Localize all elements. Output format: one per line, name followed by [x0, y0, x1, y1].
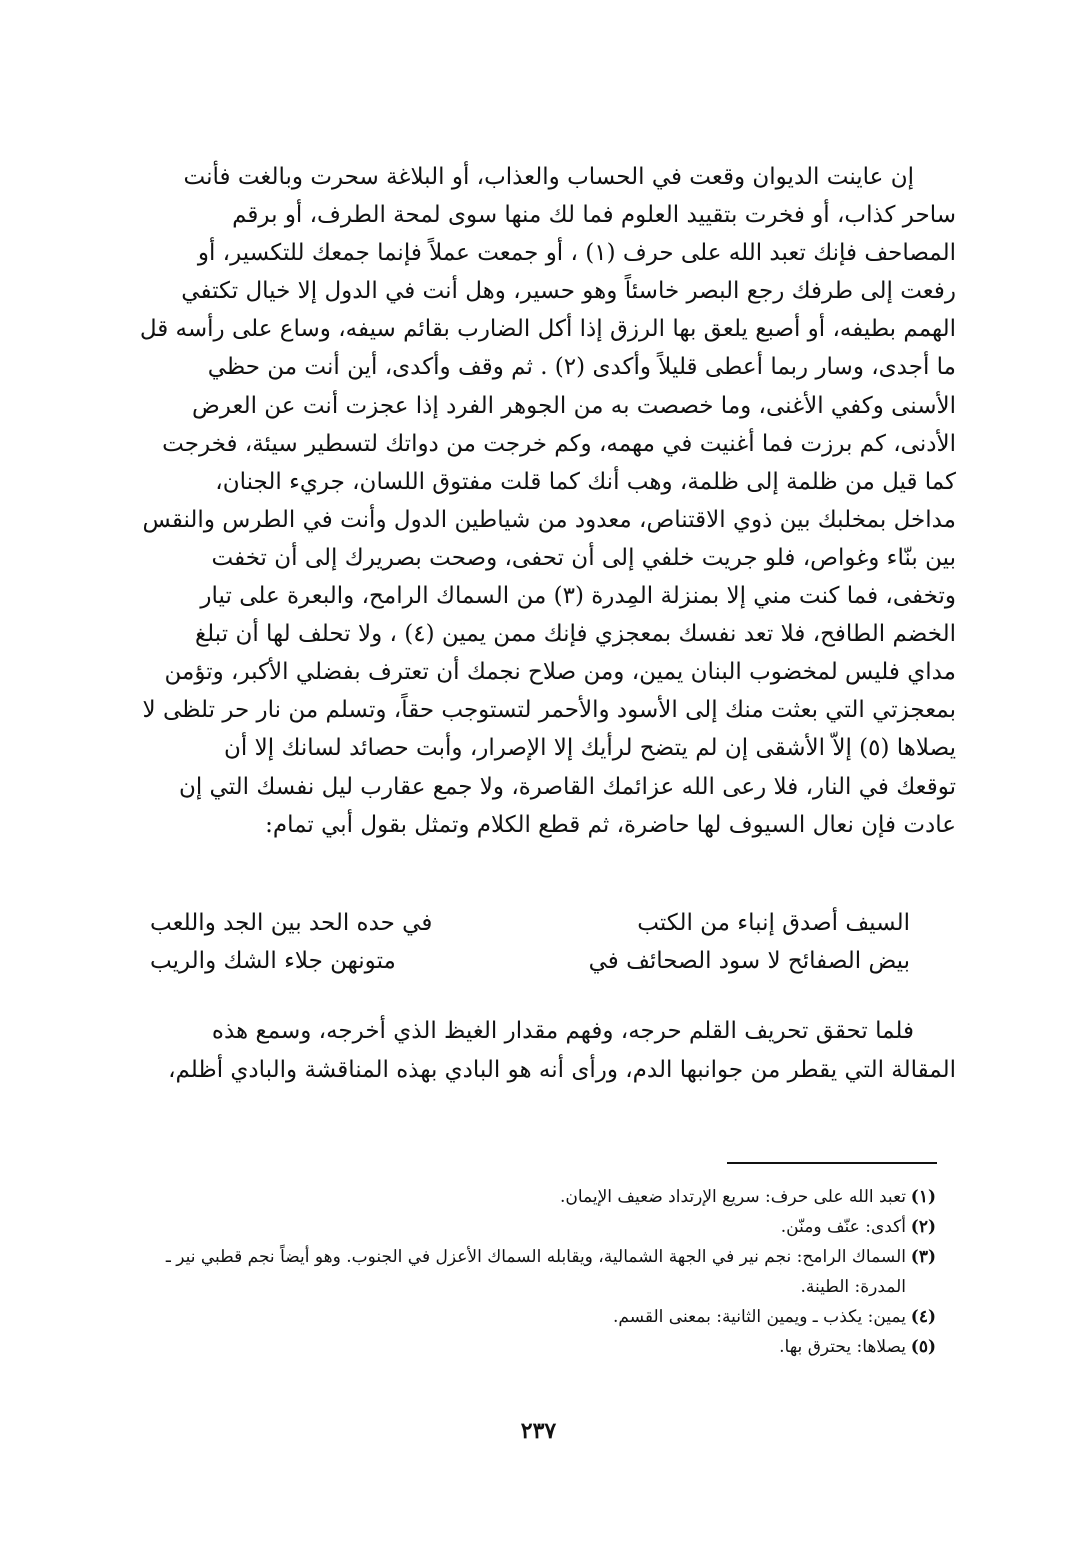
text-line: عادت فإن نعال السيوف لها حاضرة، ثم قطع الكلام وتمثل بقول أبي تمام: — [265, 811, 956, 838]
text-line: الخضم الطافح، فلا تعد نفسك بمعجزي فإنك ممن يمين (٤) ، ولا تحلف لها أن تبلغ — [194, 621, 956, 648]
main-paragraph — [118, 158, 956, 844]
text-line: مداي فليس لمخضوب البنان يمين، ومن صلاح نجمك أن تعترف بفضلي الأكبر، وتؤمن — [164, 659, 956, 686]
footnote — [110, 1302, 936, 1332]
text-line: توقعك في النار، فلا رعى الله عزائمك القاصرة، ولا جمع عقارب ليل نفسك التي إن — [178, 773, 956, 800]
text-line: يصلاها (٥) إلاّ الأشقى إن لم يتضح لرأيك إلا الإصرار، وأبت حصائد لسانك إلا أن — [224, 735, 956, 762]
footnote-text: السماك الرامح: نجم نير في الجهة الشمالية، ويقابله السماك الأعزل في الجنوب. وهو أيضاً نجم قطبي نير ـ المدرة: الطينة. — [165, 1247, 906, 1297]
footnote — [110, 1332, 936, 1362]
verse-second-hemistich: متونهن جلاء الشك والريب — [150, 948, 396, 974]
text-line: المصاحف فإنك تعبد الله على حرف (١) ، أو جمعت عملاً فإنما جمعك للتكسير، أو — [197, 240, 956, 267]
footnote-number: (٥) — [910, 1337, 936, 1357]
text-line: ساحر كذاب، أو فخرت بتقييد العلوم فما لك منها سوى لمحة الطرف، أو برقم — [232, 202, 956, 229]
text-line: وتخفى، فما كنت مني إلا بمنزلة المِدرة (٣) من السماك الرامح، والبعرة على تيار — [200, 583, 956, 610]
footnote-text: يصلاها: يحترق بها. — [779, 1337, 906, 1357]
footnote-text: يمين: يكذب ـ ويمين الثانية: بمعنى القسم. — [612, 1307, 906, 1327]
text-line: ما أجدى، وسار ربما أعطى قليلاً وأكدى (٢) . ثم وقف وأكدى، أين أنت من حظي — [207, 354, 956, 381]
verse-second-hemistich: في حده الحد بين الجد واللعب — [150, 910, 433, 936]
footnote-number: (٣) — [910, 1247, 936, 1267]
text-line: الأدنى، كم برزت فما أغنيت في مهمه، وكم خرجت من دواتك لتسطير سيئة، فخرجت — [162, 430, 956, 457]
footnotes — [110, 1182, 936, 1362]
footnote — [110, 1182, 936, 1212]
footnote-separator — [727, 1162, 937, 1164]
text-line: كما قيل من ظلمة إلى ظلمة، وهب أنك كما قلت مفتوق اللسان، جريء الجنان، — [215, 468, 956, 495]
text-line: الهمم بطيفه، أو أصبع يلعق بها الرزق إذا أكل الضارب بقائم سيفه، وساع على رأسه قل — [139, 316, 956, 343]
footnote-text: تعبد الله على حرف: سريع الإرتداد ضعيف الإيمان. — [559, 1187, 906, 1207]
text-line: فلما تحقق تحريف القلم حرجه، وفهم مقدار الغيظ الذي أخرجه، وسمع هذه — [211, 1018, 914, 1044]
page-number: ٢٣٧ — [520, 1418, 557, 1444]
verse-2 — [150, 948, 910, 986]
text-line: إن عاينت الديوان وقعت في الحساب والعذاب، أو البلاغة سحرت وبالغت فأنت — [183, 164, 914, 190]
footnote — [110, 1242, 936, 1302]
footnote-number: (٢) — [910, 1217, 936, 1237]
footnote-number: (٤) — [910, 1307, 936, 1327]
footnote-text: أكدى: عنّف ومنّن. — [780, 1217, 906, 1237]
text-line: بين بنّاء وغواص، فلو جريت خلفي إلى أن تحفى، وصحت بصريرك إلى أن تخفت — [211, 544, 956, 571]
text-line: بمعجزتي التي بعثت منك إلى الأسود والأحمر لتستوجب حقاً، وتسلم من نار حر تلظى لا — [142, 697, 956, 724]
text-line: مداخل بمخلبك بين ذوي الاقتناص، معدود من شياطين الدول وأنت في الطرس والنقس — [142, 506, 956, 533]
verse-first-hemistich: بيض الصفائح لا سود الصحائف في — [588, 948, 910, 974]
verse-1 — [150, 910, 910, 948]
text-line: المقالة التي يقطر من جوانبها الدم، ورأى أنه هو البادي بهذه المناقشة والبادي أظلم، — [168, 1057, 956, 1083]
footnote-number: (١) — [910, 1187, 936, 1207]
text-line: رفعت إلى طرفك رجع البصر خاسئاً وهو حسير، وهل أنت في الدول إلا خيال تكتفي — [181, 278, 956, 305]
verse-first-hemistich: السيف أصدق إنباء من الكتب — [637, 910, 910, 936]
poem-verses — [150, 910, 910, 986]
footnote — [110, 1212, 936, 1242]
closing-paragraph — [118, 1012, 956, 1090]
text-line: الأسنى وكفي الأغنى، وما خصصت به من الجوهر الفرد إذا عجزت أنت عن العرض — [192, 392, 956, 419]
